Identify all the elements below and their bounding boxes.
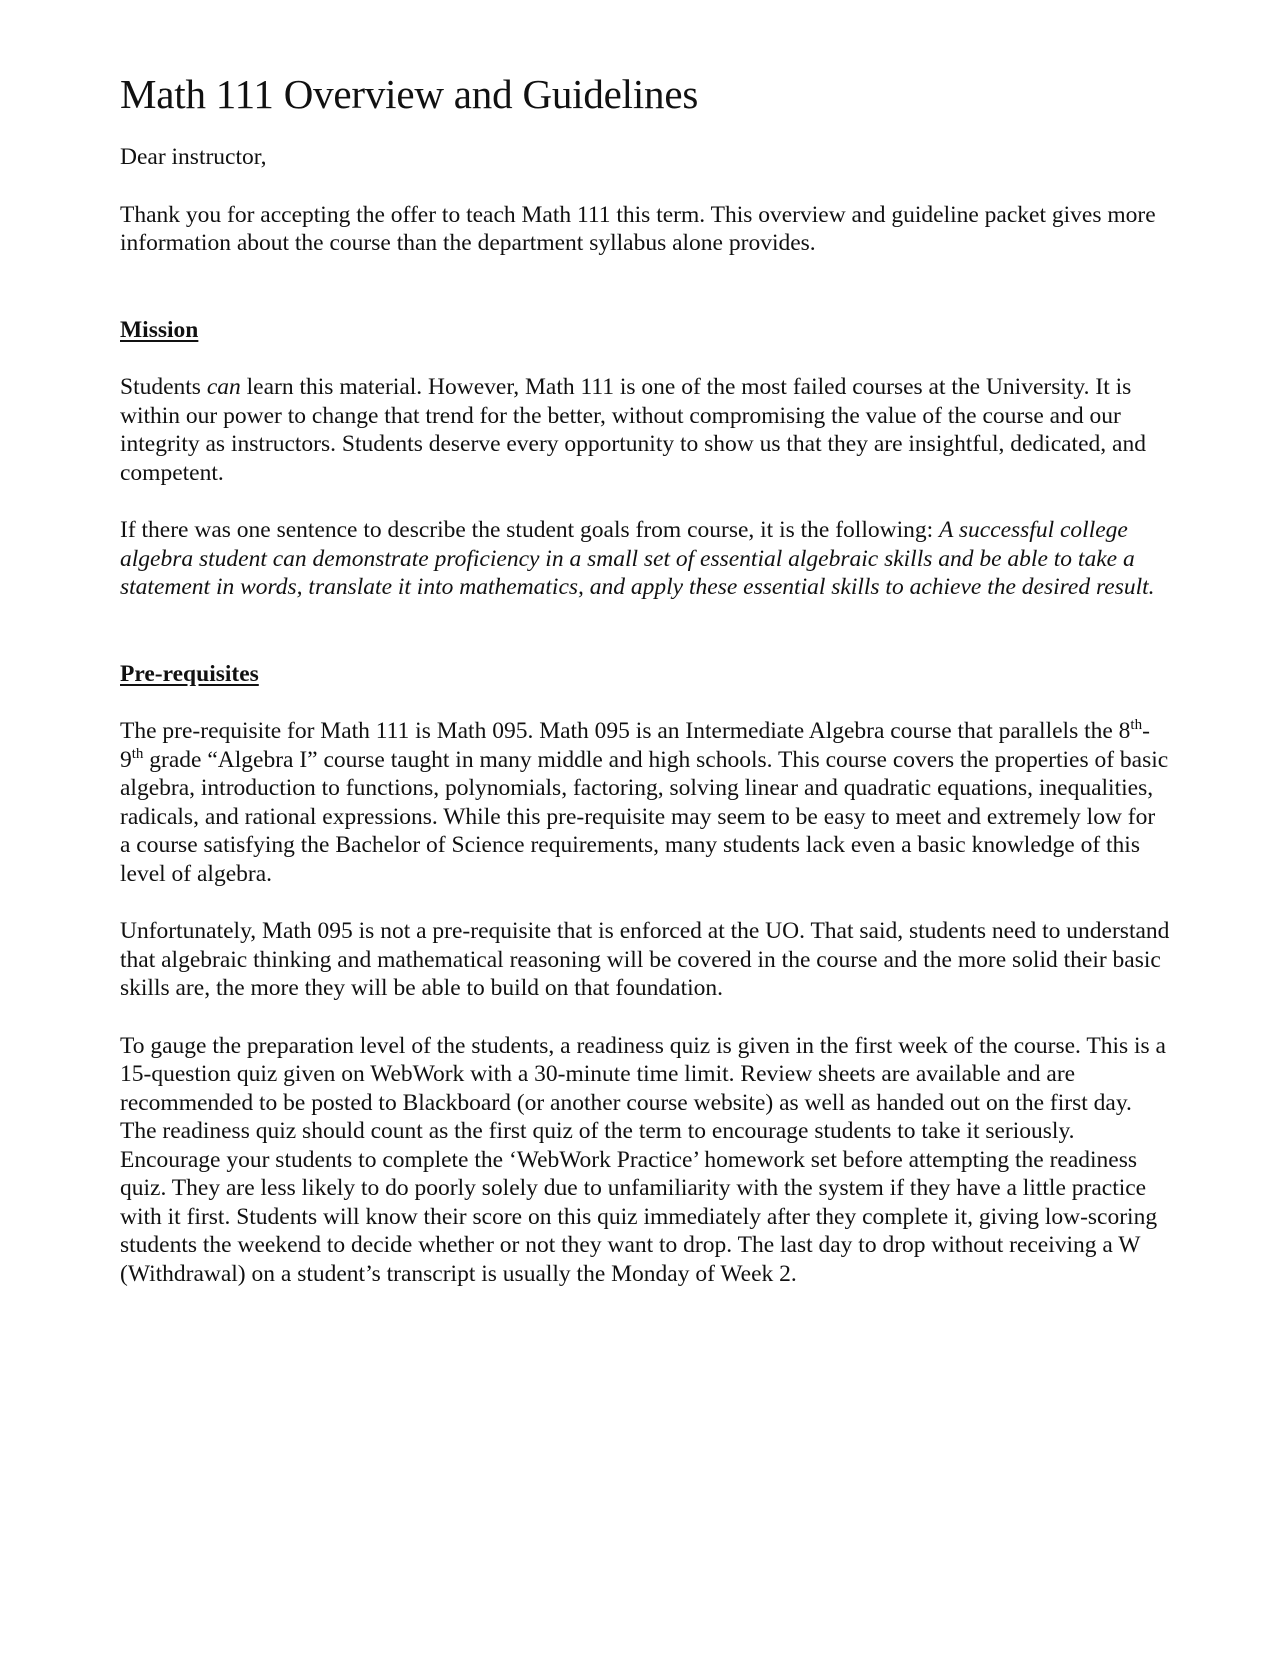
intro-paragraph: Thank you for accepting the offer to teach Math 111 this term. This overview and guideline packet gives more information about the course than the department syllabus alone provides. [120,201,1156,257]
prereq-p1-sup2: th [131,745,144,762]
mission-paragraph-2 [120,516,1170,602]
prerequisites-paragraph-2: Unfortunately, Math 095 is not a pre-requisite that is enforced at the UO. That said, students need to understand that algebraic thinking and mathematical reasoning will be covered in the course and the more solid their basic skills are, the more they will be able to build on that foundation. [120,918,1170,1002]
prereq-p1-part3: grade “Algebra I” course taught in many middle and high schools. This course covers the properties of basic algebra, introduction to functions, polynomials, factoring, solving linear and quadratic equations, inequalities, radicals, and rational expressions. While this pre-requisite may seem to be easy to meet and extremely low for a course satisfying the Bachelor of Science requirements, many students lack even a basic knowledge of this level of algebra. [120,746,1169,887]
mission-paragraph-1 [120,373,1170,487]
prereq-p1-part1: The pre-requisite for Math 111 is Math 095. Math 095 is an Intermediate Algebra course that parallels the 8 [120,718,1131,745]
salutation: Dear instructor, [120,144,267,171]
mission-goal-statement: A successful college algebra student can demonstrate proficiency in a small set of essential algebraic skills and be able to take a statement in words, translate it into mathematics, and apply these essential skills to achieve the desired result. [120,517,1155,601]
mission-heading: Mission [120,316,199,343]
prereq-p1-part2: -9 [120,718,1150,773]
mission-p2-lead: If there was one sentence to describe the student goals from course, it is the following: [120,517,940,544]
prereq-p1-sup1: th [1130,717,1143,734]
mission-p1-before: Students [120,374,207,401]
document-page [120,70,1170,1288]
page-title: Math 111 Overview and Guidelines [120,71,699,117]
mission-p1-after: learn this material. However, Math 111 is one of the most failed courses at the University. It is within our power to change that trend for the better, without compromising the value of the course and our integrity as instructors. Students deserve every opportunity to show us that they are insightful, dedicated, and competent. [120,374,1146,486]
prerequisites-paragraph-3: To gauge the preparation level of the students, a readiness quiz is given in the first week of the course. This is a 15-question quiz given on WebWork with a 30-minute time limit. Review sheets are available and are recommended to be posted to Blackboard (or another course website) as well as handed out on the first day. The readiness quiz should count as the first quiz of the term to encourage students to take it seriously. Encourage your students to complete the ‘WebWork Practice’ homework set before attempting the readiness quiz. They are less likely to do poorly solely due to unfamiliarity with the system if they have a little practice with it first. Students will know their score on this quiz immediately after they complete it, giving low-scoring students the weekend to decide whether or not they want to drop. The last day to drop without receiving a W (Withdrawal) on a student’s transcript is usually the Monday of Week 2. [120,1032,1166,1287]
prerequisites-heading: Pre-requisites [120,660,259,687]
mission-p1-emphasis: can [206,374,241,401]
prerequisites-paragraph-1 [120,717,1170,888]
